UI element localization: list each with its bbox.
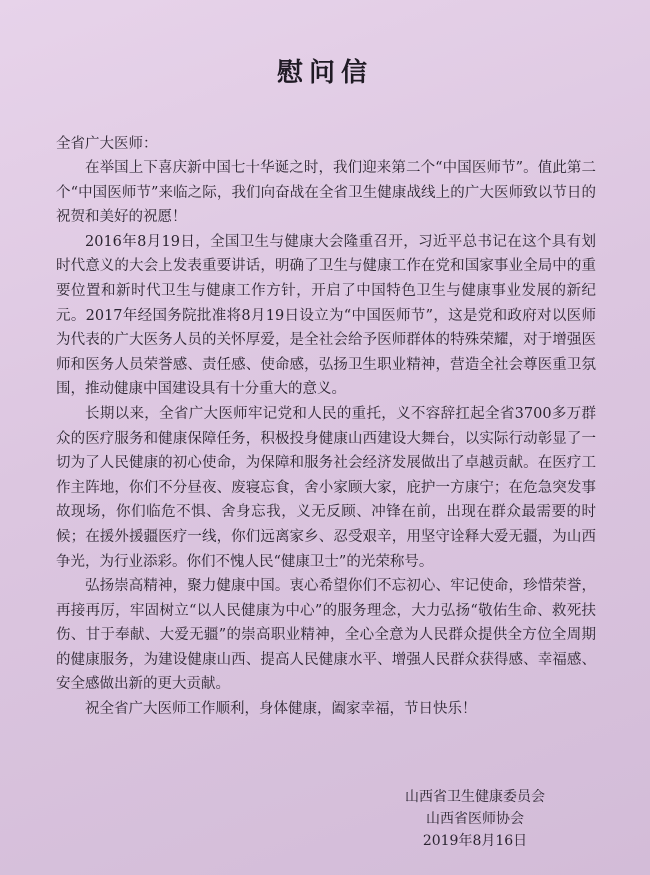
paragraph-wishes: 祝全省广大医师工作顺利，身体健康，阖家幸福，节日快乐！	[85, 701, 477, 718]
signature-date: 2019年8月16日	[422, 833, 528, 849]
letter-signature	[380, 786, 570, 852]
paragraph-background: 2016年8月19日，全国卫生与健康大会隆重召开，习近平总书记在这个具有划时代意义的大会上发表重要讲话，明确了卫生与健康工作在党和国家事业全局中的重要位置和新时代卫生与健康工作方针，开启了中国特色卫生与健康事业发展的新纪元。2017年经国务院批准将8月19日设立为“中国医师节”，这是党和政府对以医师为代表的广大医务人员的关怀厚爱，是全社会给予医师群体的特殊荣耀，对于增强医师和医务人员荣誉感、责任感、使命感，弘扬卫生职业精神，营造全社会尊医重卫氛围，推动健康中国建设具有十分重大的意义。	[56, 233, 596, 398]
letter-salutation: 全省广大医师：	[56, 136, 158, 152]
paragraph-hopes: 弘扬崇高精神，聚力健康中国。衷心希望你们不忘初心、牢记使命，珍惜荣誉，再接再厉，牢固树立“以人民健康为中心”的服务理念，大力弘扬“敬佑生命、救死扶伤、甘于奉献、大爱无疆”的崇高职业精神，全心全意为人民群众提供全方位全周期的健康服务，为建设健康山西、提高人民健康水平、增强人民群众获得感、幸福感、安全感做出新的更大贡献。	[56, 578, 596, 693]
signature-org-health-commission: 山西省卫生健康委员会	[405, 789, 545, 805]
letter-body	[56, 156, 596, 722]
signature-org-physician-association: 山西省医师协会	[426, 811, 524, 827]
paragraph-achievements: 长期以来，全省广大医师牢记党和人民的重托，义不容辞扛起全省3700多万群众的医疗服务和健康保障任务，积极投身健康山西建设大舞台，以实际行动彰显了一切为了人民健康的初心使命，为保障和服务社会经济发展做出了卓越贡献。在医疗工作主阵地，你们不分昼夜、废寝忘食，舍小家顾大家，庇护一方康宁；在危急突发事故现场，你们临危不惧、舍身忘我，义无反顾、冲锋在前，出现在群众最需要的时候；在援外援疆医疗一线，你们远离家乡、忍受艰辛，用坚守诠释大爱无疆，为山西争光，为行业添彩。你们不愧人民“健康卫士”的光荣称号。	[56, 405, 596, 570]
letter-title: 慰问信	[276, 58, 373, 88]
paragraph-greeting: 在举国上下喜庆新中国七十华诞之时，我们迎来第二个“中国医师节”。值此第二个“中国医师节”来临之际，我们向奋战在全省卫生健康战线上的广大医师致以节日的祝贺和美好的祝愿！	[56, 160, 596, 226]
